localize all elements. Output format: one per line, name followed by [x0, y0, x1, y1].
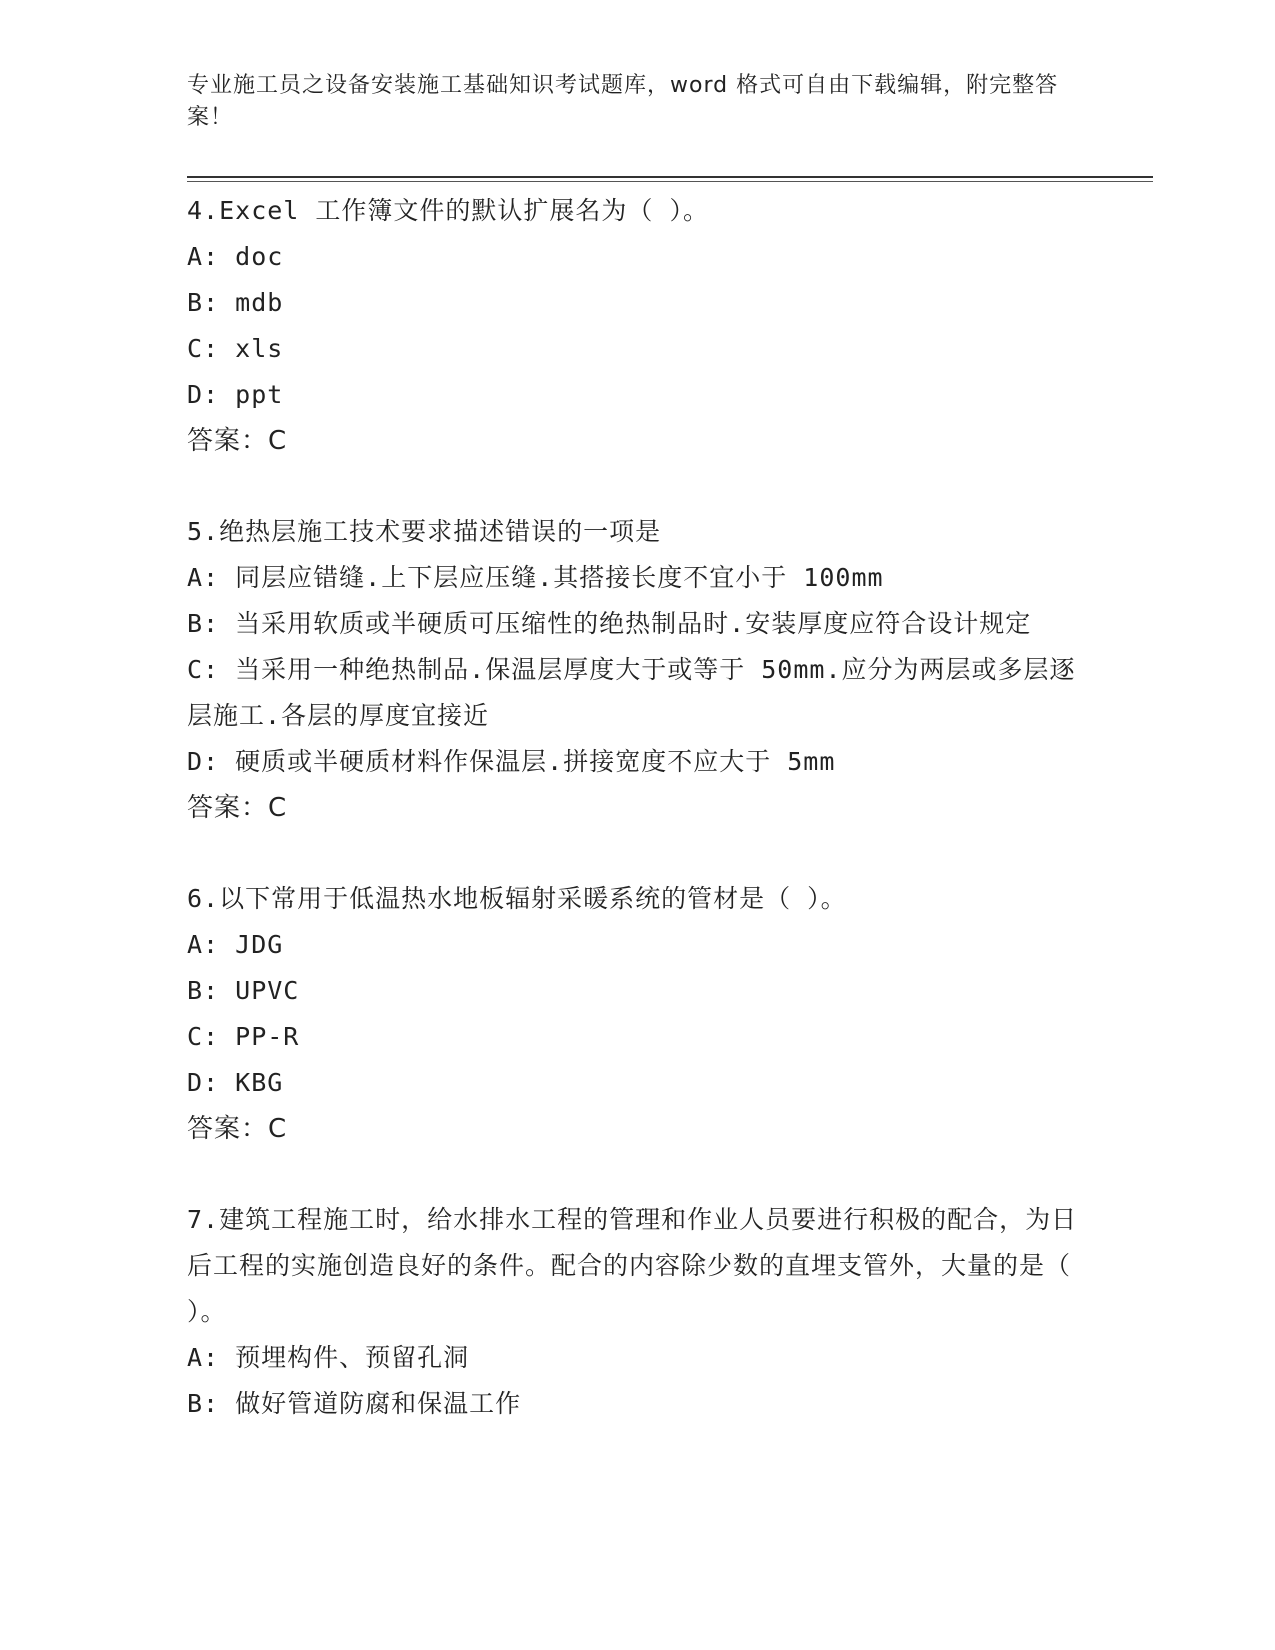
question-stem: 5.绝热层施工技术要求描述错误的一项是: [187, 517, 662, 546]
question-4: [187, 188, 1087, 464]
header-divider-thick: [187, 176, 1153, 178]
option-d: D: 硬质或半硬质材料作保温层.拼接宽度不应大于 5mm: [187, 747, 836, 776]
question-6: [187, 876, 1087, 1152]
question-7: [187, 1197, 1087, 1427]
option-b: B: 做好管道防腐和保温工作: [187, 1389, 522, 1418]
answer: 答案：C: [187, 426, 288, 456]
header-divider-thin: [187, 181, 1153, 182]
option-b: B: UPVC: [187, 976, 300, 1005]
option-b: B: 当采用软质或半硬质可压缩性的绝热制品时.安装厚度应符合设计规定: [187, 609, 1032, 638]
document-header: 专业施工员之设备安装施工基础知识考试题库，word 格式可自由下载编辑，附完整答案！: [187, 73, 1059, 130]
option-a: A: JDG: [187, 930, 284, 959]
option-a: A: 预埋构件、预留孔洞: [187, 1343, 470, 1372]
option-c: C: 当采用一种绝热制品.保温层厚度大于或等于 50mm.应分为两层或多层逐层施工.各层的厚度宜接近: [187, 655, 1076, 730]
question-stem: 6.以下常用于低温热水地板辐射采暖系统的管材是（ ）。: [187, 884, 847, 913]
option-a: A: doc: [187, 242, 284, 271]
question-stem: 7.建筑工程施工时，给水排水工程的管理和作业人员要进行积极的配合，为日后工程的实施创造良好的条件。配合的内容除少数的直埋支管外，大量的是（ ）。: [187, 1205, 1078, 1326]
option-a: A: 同层应错缝.上下层应压缝.其搭接长度不宜小于 100mm: [187, 563, 884, 592]
option-d: D: KBG: [187, 1068, 284, 1097]
question-stem: 4.Excel 工作簿文件的默认扩展名为（ ）。: [187, 196, 709, 225]
answer: 答案：C: [187, 1114, 288, 1144]
option-c: C: xls: [187, 334, 284, 363]
question-list: [187, 188, 1087, 1472]
answer: 答案：C: [187, 793, 288, 823]
option-c: C: PP-R: [187, 1022, 300, 1051]
question-5: [187, 509, 1087, 831]
option-b: B: mdb: [187, 288, 284, 317]
option-d: D: ppt: [187, 380, 284, 409]
